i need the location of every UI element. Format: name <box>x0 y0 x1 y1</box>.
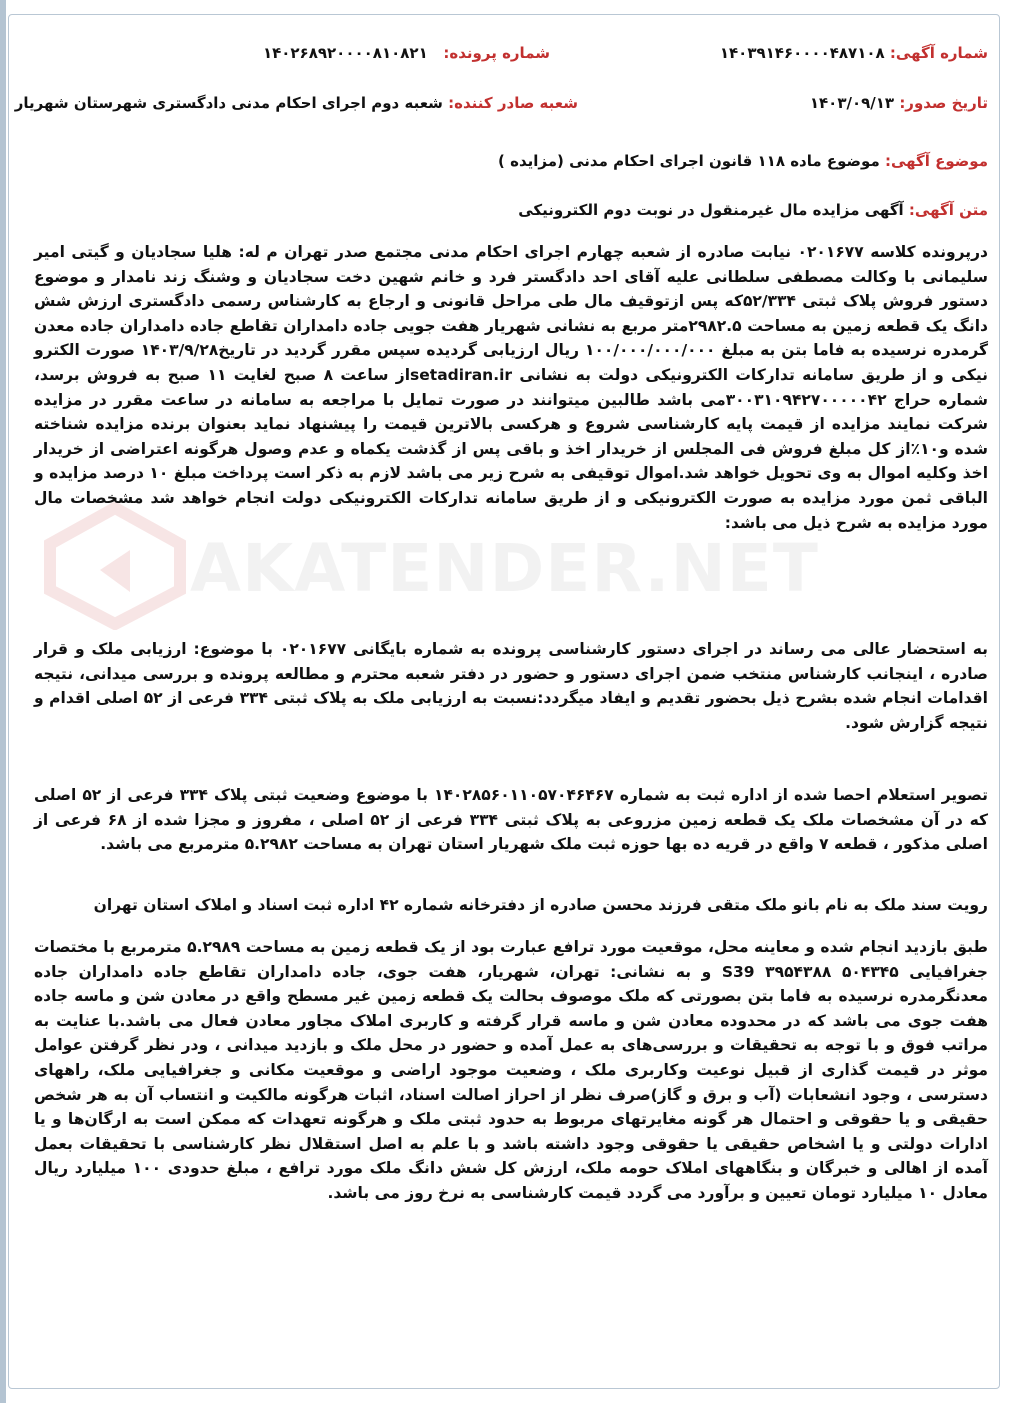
case-number-row <box>263 44 550 62</box>
issuer-row <box>15 94 578 112</box>
ad-number-row <box>720 44 988 62</box>
body-paragraph-auction: درپرونده کلاسه ۰۲۰۱۶۷۷ نیابت صادره از شعبه چهارم اجرای احکام مدنی مجتمع صدر تهران م له: هلیا سجادیان و گیتی امیر سلیمانی با وکالت مصطفی سلطانی علیه آقای احد دادگستر فرد و خانم شهین دخت سجادیان و وشنگ زند نامدار و موضوع دستور فروش پلاک ثبتی ۵۲/۳۳۴که پس ازتوقیف مال طی مراحل قانونی و ارجاع به کارشناس رسمی دادگستری ارزش شش دانگ یک قطعه زمین به مساحت ۲۹۸۲.۵متر مربع به نشانی شهریار هفت جویی جاده دامداران تقاطع جاده دامداران جاده معدن گرمدره نرسیده به فاما بتن به مبلغ ۱۰۰/۰۰۰/۰۰۰/۰۰۰ ریال ارزیابی گردیده سپس مقرر گردید در تاریخ۱۴۰۳/۹/۲۸ صورت الکترو نیکی و از طریق سامانه تدارکات الکترونیکی دولت به نشانی setadiran.irاز ساعت ۸ صبح لغایت ۱۱ صبح به فروش برسد، شماره حراج ۳۰۰۳۱۰۹۴۲۷۰۰۰۰۰۴۲می باشد طالبین میتوانند در صورت تمایل با مراجعه به سامانه در ساعت مقرر در مزایده شرکت نمایند مزایده از قیمت پایه کارشناسی شروع و هرکسی بالاترین قیمت را پیشنهاد نماید بعنوان برنده مزایده شناخته شده و۱۰٪از کل مبلغ فروش فی المجلس از خریدار اخذ و باقی پس از گذشت یکماه و عدم وصول هرگونه اعتراضی از خریدار اخذ وکلیه اموال به وی تحویل خواهد شد.اموال توقیفی به شرح زیر می باشد لازم به ذکر است پرداخت مبلغ ۱۰ درصد مزایده و الباقی ثمن مورد مزایده به صورت الکترونیکی و از طریق سامانه تدارکات الکترونیکی دولت انجام خواهد شد مشخصات مال مورد مزایده به شرح ذیل می باشد: <box>34 243 989 532</box>
body-paragraph-deed: رویت سند ملک به نام بانو ملک متقی فرزند محسن صادره از دفترخانه شماره ۴۲ اداره ثبت اسناد و املاک استان تهران <box>93 896 988 914</box>
body-label: متن آگهی: <box>908 201 988 219</box>
issue-date-row <box>810 94 988 112</box>
ad-number-value: ۱۴۰۳۹۱۴۶۰۰۰۰۴۸۷۱۰۸ <box>719 44 885 62</box>
issuer-value: شعبه دوم اجرای احکام مدنی دادگستری شهرستان شهریار <box>14 94 443 112</box>
case-number-value: ۱۴۰۲۶۸۹۲۰۰۰۰۸۱۰۸۲۱ <box>262 44 428 62</box>
ad-number-label: شماره آگهی: <box>889 44 988 62</box>
body-title-row <box>518 201 988 219</box>
issue-date-value: ۱۴۰۳/۰۹/۱۳ <box>809 94 895 112</box>
subject-label: موضوع آگهی: <box>884 152 988 170</box>
body-paragraph-expert-intro: به استحضار عالی می رساند در اجرای دستور کارشناسی پرونده به شماره بایگانی ۰۲۰۱۶۷۷ با موضوع: ارزیابی ملک و قرار صادره ، اینجانب کارشناس منتخب ضمن اجرای دستور و حضور در دفتر شعبه محترم و مطالعه پرونده و بررسی میدانی، نتیجه اقدامات انجام شده بشرح ذیل بحضور تقدیم و ایفاد میگردد:نسبت به ارزیابی ملک به پلاک ثبتی ۳۳۴ فرعی از ۵۲ اصلی اقدام و نتیجه گزارش شود. <box>34 640 988 732</box>
issuer-label: شعبه صادر کننده: <box>448 94 578 112</box>
subject-value: موضوع ماده ۱۱۸ قانون اجرای احکام مدنی (مزایده ) <box>498 152 880 170</box>
case-number-label: شماره پرونده: <box>443 44 550 62</box>
subject-row <box>498 152 988 170</box>
body-title: آگهی مزایده مال غیرمنقول در نوبت دوم الکترونیکی <box>518 201 904 219</box>
body-paragraph-valuation: طبق بازدید انجام شده و معاینه محل، موقعیت مورد ترافع عبارت بود از یک قطعه زمین به مساحت ۵.۲۹۸۹ مترمربع با مختصات جغرافیایی ۵۰۴۳۴۵ ۳۹۵۴۳۸۸ S39 و به نشانی: تهران، شهریار، هفت جوی، جاده دامداران تقاطع جاده دامداران جاده معدنگرمدره نرسیده به فاما بتن بصورتی که ملک موصوف بحالت یک قطعه زمین غیر مسطح واقع در معادن شن و ماسه جاده هفت جوی می باشد که در محدوده معادن شن و ماسه قرار گرفته و کاربری املاک مجاور معادن فعال می باشد.با عنایت به مراتب فوق و با توجه به تحقیقات و بررسی‌های به عمل آمده و حضور در محل ملک و بازدید میدانی ، ودر نظر گرفتن عوامل موثر در قیمت گذاری از قبیل نوعیت وکاربری ملک ، وضعیت موجود اراضی و موقعیت مکانی و جغرافیایی ملک، راههای دسترسی ، وجود انشعابات (آب و برق و گاز)صرف نظر از احراز اصالت اسناد، اثبات هرگونه مالکیت و انتساب آن به هر شخص حقیقی و یا حقوقی و احتمال هر گونه مغایرتهای مربوط به حدود ثبتی ملک و هرگونه تعهدات که ممکن است به ارگان‌ها و یا ادارات دولتی و یا اشخاص حقیقی یا حقوقی وجود داشته باشد و با علم به اصل استقلال نظر کارشناسی با تحقیقات بعمل آمده از اهالی و خبرگان و بنگاههای املاک حومه ملک، ارزش کل شش دانگ ملک مورد ترافع ، مبلغ حدودی ۱۰۰ میلیارد ریال معادل ۱۰ میلیارد تومان تعیین و برآورد می گردد قیمت کارشناسی به نرخ روز می باشد. <box>34 938 988 1202</box>
body-paragraph-registry: تصویر استعلام احصا شده از اداره ثبت به شماره ۱۴۰۲۸۵۶۰۱۱۰۵۷۰۴۶۴۶۷ با موضوع وضعیت ثبتی پلاک ۳۳۴ فرعی از ۵۲ اصلی که در آن مشخصات ملک یک قطعه زمین مزروعی به پلاک ثبتی ۳۳۴ فرعی از ۵۲ اصلی ، مفروز و مجزا شده از ۶۸ فرعی از اصلی مذکور ، قطعه ۷ واقع در قریه ده بها حوزه ثبت ملک شهریار استان تهران به مساحت ۵.۲۹۸۲ مترمربع می باشد. <box>34 786 989 854</box>
window-edge-bar <box>0 0 6 1403</box>
issue-date-label: تاریخ صدور: <box>899 94 988 112</box>
